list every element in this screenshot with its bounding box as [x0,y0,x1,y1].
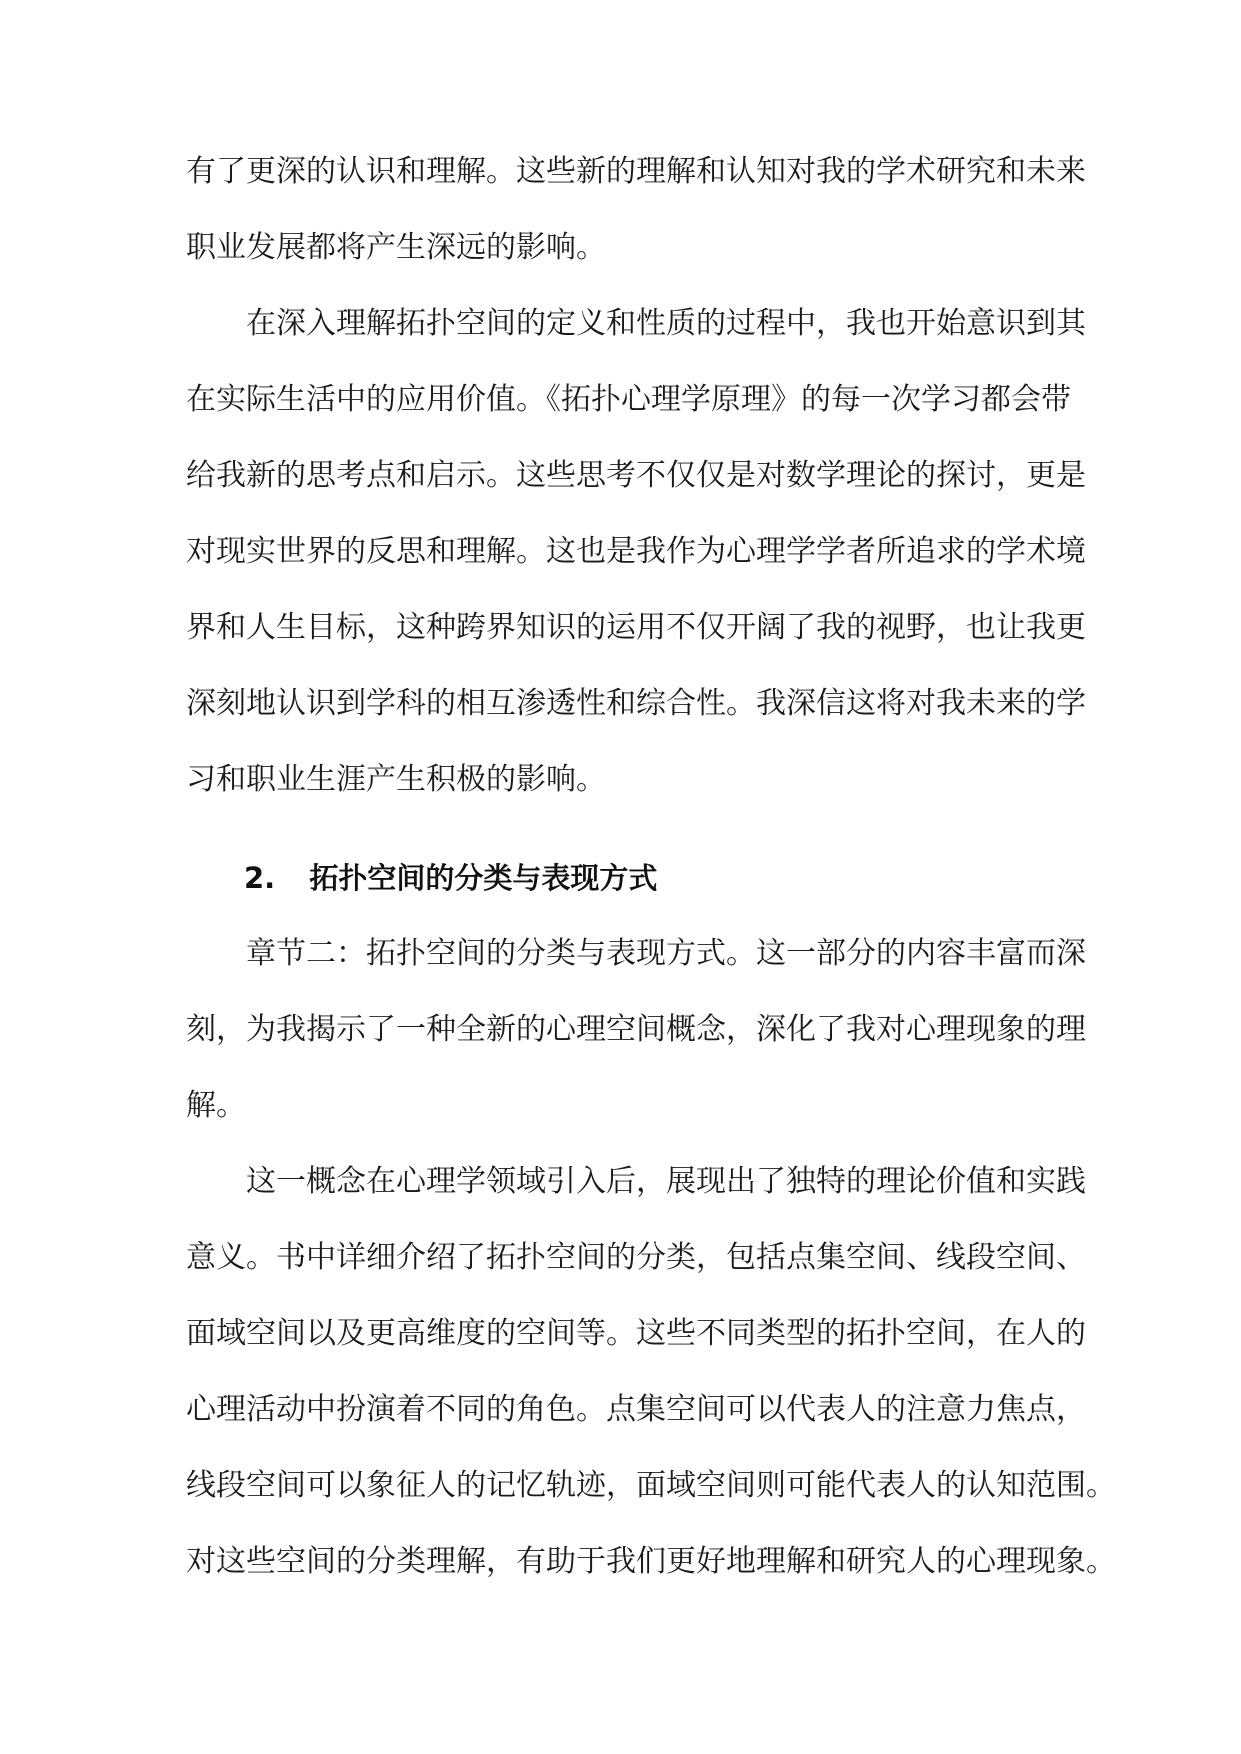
paragraph-4-line-6: 对这些空间的分类理解，有助于我们更好地理解和研究人的心理现象。 [186,1544,1116,1579]
paragraph-4-line-1: 这一概念在心理学领域引入后，展现出了独特的理论价值和实践 [246,1164,1086,1199]
section-number: 2. [244,861,276,895]
section-heading [244,856,944,900]
paragraph-2-line-2: 在实际生活中的应用价值。《拓扑心理学原理》的每一次学习都会带 [186,382,1071,417]
paragraph-2-line-3: 给我新的思考点和启示。这些思考不仅仅是对数学理论的探讨，更是 [186,458,1086,493]
paragraph-4-line-4: 心理活动中扮演着不同的角色。点集空间可以代表人的注意力焦点， [186,1392,1086,1427]
paragraph-1-line-2: 职业发展都将产生深远的影响。 [186,230,606,265]
paragraph-4-line-5: 线段空间可以象征人的记忆轨迹，面域空间则可能代表人的认知范围。 [186,1468,1116,1503]
section-title: 拓扑空间的分类与表现方式 [309,861,658,895]
paragraph-2-line-1: 在深入理解拓扑空间的定义和性质的过程中，我也开始意识到其 [246,306,1086,341]
paragraph-3-line-3: 解。 [186,1088,246,1123]
paragraph-4-line-2: 意义。书中详细介绍了拓扑空间的分类，包括点集空间、线段空间、 [186,1240,1086,1275]
paragraph-2-line-5: 界和人生目标，这种跨界知识的运用不仅开阔了我的视野，也让我更 [186,610,1086,645]
paragraph-4-line-3: 面域空间以及更高维度的空间等。这些不同类型的拓扑空间，在人的 [186,1316,1086,1351]
paragraph-3-line-2: 刻，为我揭示了一种全新的心理空间概念，深化了我对心理现象的理 [186,1012,1086,1047]
paragraph-2-line-7: 习和职业生涯产生积极的影响。 [186,762,606,797]
paragraph-1-line-1: 有了更深的认识和理解。这些新的理解和认知对我的学术研究和未来 [186,154,1086,189]
paragraph-2-line-6: 深刻地认识到学科的相互渗透性和综合性。我深信这将对我未来的学 [186,686,1086,721]
paragraph-2-line-4: 对现实世界的反思和理解。这也是我作为心理学学者所追求的学术境 [186,534,1086,569]
paragraph-3-line-1: 章节二：拓扑空间的分类与表现方式。这一部分的内容丰富而深 [246,936,1086,971]
